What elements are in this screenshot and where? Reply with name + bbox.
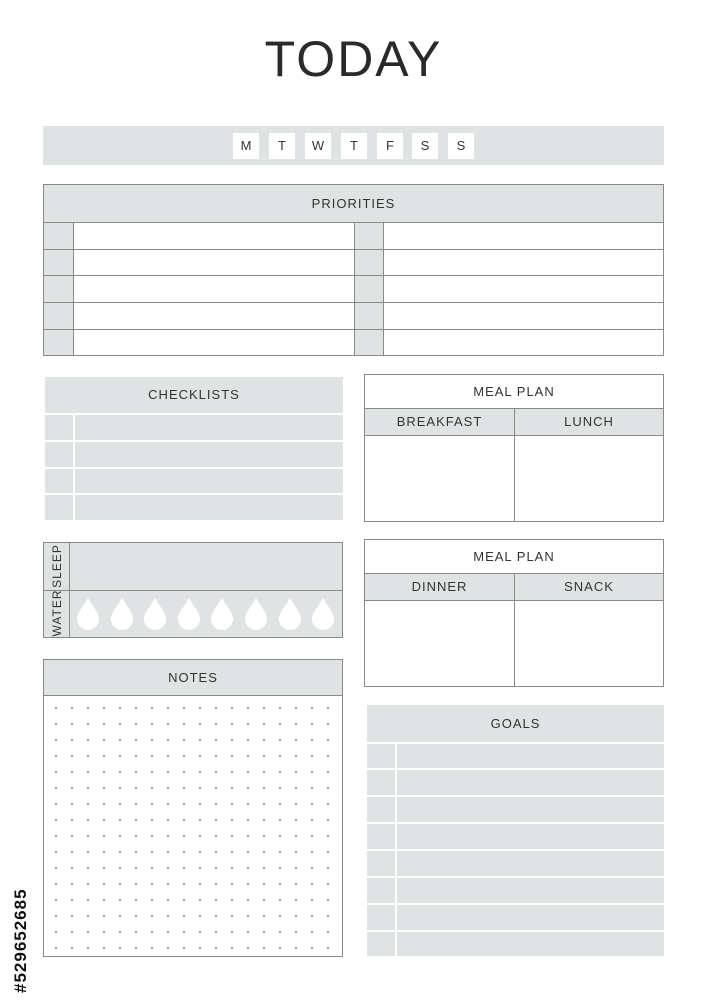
priorities-checkbox-column-left bbox=[44, 223, 73, 355]
notes-header: NOTES bbox=[44, 660, 342, 695]
water-drop-icon[interactable] bbox=[311, 597, 335, 631]
priorities-checkbox-column-right bbox=[354, 223, 383, 355]
water-drop-icon[interactable] bbox=[177, 597, 201, 631]
water-drop-icon[interactable] bbox=[76, 597, 100, 631]
lunch-entry[interactable] bbox=[515, 436, 663, 521]
stock-id-text: #529652685 bbox=[11, 888, 30, 993]
notes-section bbox=[43, 659, 343, 957]
meal-plan-header: MEAL PLAN bbox=[473, 549, 555, 564]
sleep-entry[interactable] bbox=[70, 544, 342, 590]
day-sunday[interactable]: S bbox=[448, 133, 474, 159]
day-wednesday[interactable]: W bbox=[305, 133, 331, 159]
snack-entry[interactable] bbox=[515, 601, 663, 686]
breakfast-label: BREAKFAST bbox=[396, 414, 483, 429]
water-drop-icon[interactable] bbox=[278, 597, 302, 631]
meal-plan-dinner-snack bbox=[364, 539, 664, 687]
checklist-entry-area[interactable] bbox=[75, 415, 343, 520]
water-drop-icon[interactable] bbox=[143, 597, 167, 631]
dinner-label: DINNER bbox=[411, 579, 468, 594]
weekday-selector bbox=[43, 126, 664, 165]
meal-plan-header: MEAL PLAN bbox=[473, 384, 555, 399]
water-label: WATER bbox=[50, 589, 64, 637]
priorities-entry-area-left[interactable] bbox=[74, 223, 354, 355]
goals-header: GOALS bbox=[490, 716, 541, 731]
day-tuesday[interactable]: T bbox=[269, 133, 295, 159]
breakfast-entry[interactable] bbox=[365, 436, 514, 521]
goals-entry-area[interactable] bbox=[397, 744, 664, 956]
water-drop-icon[interactable] bbox=[244, 597, 268, 631]
water-drop-icon[interactable] bbox=[110, 597, 134, 631]
water-drop-icon[interactable] bbox=[210, 597, 234, 631]
day-thursday[interactable]: T bbox=[341, 133, 367, 159]
priorities-header: PRIORITIES bbox=[44, 185, 663, 222]
checklists-header: CHECKLISTS bbox=[148, 387, 240, 402]
snack-label: SNACK bbox=[564, 579, 614, 594]
priorities-section bbox=[43, 184, 664, 356]
lunch-label: LUNCH bbox=[564, 414, 614, 429]
meal-plan-breakfast-lunch bbox=[364, 374, 664, 522]
sleep-water-tracker bbox=[43, 542, 343, 638]
day-friday[interactable]: F bbox=[377, 133, 403, 159]
priorities-entry-area-right[interactable] bbox=[384, 223, 663, 355]
dinner-entry[interactable] bbox=[365, 601, 514, 686]
day-saturday[interactable]: S bbox=[412, 133, 438, 159]
water-drops bbox=[70, 591, 342, 637]
goals-section bbox=[367, 705, 664, 956]
checklists-section bbox=[45, 377, 343, 520]
sleep-label: SLEEP bbox=[50, 544, 64, 588]
notes-dot-grid[interactable] bbox=[44, 696, 342, 956]
stock-id-stamp bbox=[8, 760, 32, 1000]
page-title: TODAY bbox=[264, 31, 443, 87]
day-monday[interactable]: M bbox=[233, 133, 259, 159]
